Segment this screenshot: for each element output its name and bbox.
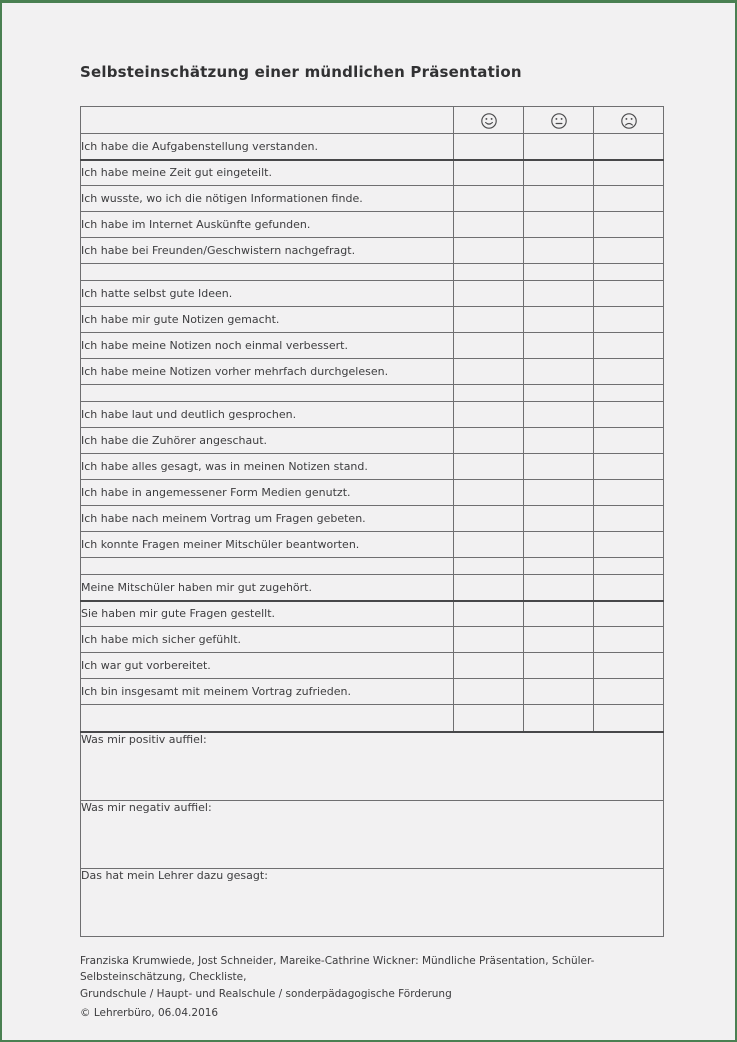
mark-cell-neutral <box>524 402 594 428</box>
mark-cell-sad <box>594 480 664 506</box>
statement-cell: Ich habe die Zuhörer angeschaut. <box>81 428 454 454</box>
section-separator-row <box>81 385 664 402</box>
mark-cell-sad <box>594 532 664 558</box>
mark-cell-sad <box>594 627 664 653</box>
mark-cell-neutral <box>524 454 594 480</box>
statement-row <box>81 134 664 160</box>
mark-cell-neutral <box>524 359 594 385</box>
mark-cell-sad <box>594 359 664 385</box>
mark-cell-sad <box>594 575 664 601</box>
statement-cell: Meine Mitschüler haben mir gut zugehört. <box>81 575 454 601</box>
mark-cell-happy <box>454 653 524 679</box>
mark-cell-sad <box>594 679 664 705</box>
mark-cell-neutral <box>524 307 594 333</box>
mark-cell-sad <box>594 307 664 333</box>
statement-cell: Ich habe in angemessener Form Medien genutzt. <box>81 480 454 506</box>
free-text-row <box>81 868 664 936</box>
statement-row <box>81 653 664 679</box>
mark-cell-neutral <box>524 679 594 705</box>
statement-row <box>81 627 664 653</box>
mark-cell-neutral <box>524 281 594 307</box>
mark-cell-happy <box>454 160 524 186</box>
mark-cell-neutral <box>524 601 594 627</box>
statement-row <box>81 532 664 558</box>
mark-cell-happy <box>454 601 524 627</box>
footer-attribution-line-2: Grundschule / Haupt- und Realschule / sonderpädagogische Förderung <box>80 987 452 1000</box>
table-header-row <box>81 107 664 134</box>
statement-cell: Ich bin insgesamt mit meinem Vortrag zufrieden. <box>81 679 454 705</box>
mark-cell-sad <box>594 653 664 679</box>
statement-row <box>81 160 664 186</box>
statement-cell: Ich habe meine Zeit gut eingeteilt. <box>81 160 454 186</box>
positive-feedback-box: Was mir positiv auffiel: <box>81 732 664 801</box>
statement-cell: Ich habe alles gesagt, was in meinen Notizen stand. <box>81 454 454 480</box>
mark-cell-happy <box>454 402 524 428</box>
statement-cell: Ich habe mich sicher gefühlt. <box>81 627 454 653</box>
empty-rating-row <box>81 705 664 732</box>
section-separator-row <box>81 558 664 575</box>
mark-cell-neutral <box>524 575 594 601</box>
mark-cell-happy <box>454 428 524 454</box>
statement-cell: Ich habe meine Notizen noch einmal verbessert. <box>81 333 454 359</box>
mark-cell-sad <box>594 186 664 212</box>
mark-cell-happy <box>454 679 524 705</box>
self-assessment-table <box>80 106 664 937</box>
statement-cell: Ich habe bei Freunden/Geschwistern nachgefragt. <box>81 238 454 264</box>
mark-cell-happy <box>454 480 524 506</box>
statement-cell: Ich hatte selbst gute Ideen. <box>81 281 454 307</box>
mark-cell-sad <box>594 212 664 238</box>
statement-row <box>81 601 664 627</box>
statement-cell: Ich habe nach meinem Vortrag um Fragen gebeten. <box>81 506 454 532</box>
mark-cell-happy <box>454 238 524 264</box>
free-text-row <box>81 732 664 801</box>
free-text-row <box>81 800 664 868</box>
statement-cell: Ich habe meine Notizen vorher mehrfach durchgelesen. <box>81 359 454 385</box>
statement-cell: Ich habe im Internet Auskünfte gefunden. <box>81 212 454 238</box>
mark-cell-sad <box>594 454 664 480</box>
mark-cell-happy <box>454 212 524 238</box>
footer <box>80 953 672 1021</box>
rating-header-cell <box>524 107 594 134</box>
mark-cell-happy <box>454 627 524 653</box>
mark-cell-happy <box>454 532 524 558</box>
page-title: Selbsteinschätzung einer mündlichen Präsentation <box>80 63 522 81</box>
mark-cell-neutral <box>524 506 594 532</box>
statement-row <box>81 238 664 264</box>
teacher-comment-box: Das hat mein Lehrer dazu gesagt: <box>81 868 664 936</box>
statement-header-cell <box>81 107 454 134</box>
statement-row <box>81 307 664 333</box>
rating-header-cell <box>454 107 524 134</box>
mark-cell-sad <box>594 134 664 160</box>
statement-row <box>81 428 664 454</box>
sad-face-icon <box>620 112 638 130</box>
mark-cell-happy <box>454 506 524 532</box>
statement-row <box>81 186 664 212</box>
mark-cell-sad <box>594 281 664 307</box>
statement-cell: Sie haben mir gute Fragen gestellt. <box>81 601 454 627</box>
rating-header-cell <box>594 107 664 134</box>
statement-row <box>81 575 664 601</box>
mark-cell-sad <box>594 333 664 359</box>
happy-face-icon <box>480 112 498 130</box>
mark-cell-happy <box>454 359 524 385</box>
statement-row <box>81 212 664 238</box>
mark-cell-sad <box>594 402 664 428</box>
mark-cell-neutral <box>524 160 594 186</box>
mark-cell-neutral <box>524 480 594 506</box>
statement-row <box>81 679 664 705</box>
mark-cell-sad <box>594 238 664 264</box>
mark-cell-neutral <box>524 186 594 212</box>
neutral-face-icon <box>550 112 568 130</box>
mark-cell-neutral <box>524 333 594 359</box>
mark-cell-happy <box>454 575 524 601</box>
section-separator-row <box>81 264 664 281</box>
mark-cell-neutral <box>524 212 594 238</box>
mark-cell-happy <box>454 454 524 480</box>
mark-cell-happy <box>454 186 524 212</box>
statement-row <box>81 454 664 480</box>
mark-cell-neutral <box>524 627 594 653</box>
statement-cell: Ich habe die Aufgabenstellung verstanden. <box>81 134 454 160</box>
mark-cell-happy <box>454 333 524 359</box>
mark-cell-happy <box>454 281 524 307</box>
statement-row <box>81 402 664 428</box>
statement-cell: Ich konnte Fragen meiner Mitschüler beantworten. <box>81 532 454 558</box>
negative-feedback-box: Was mir negativ auffiel: <box>81 800 664 868</box>
statement-cell: Ich habe laut und deutlich gesprochen. <box>81 402 454 428</box>
statement-row <box>81 480 664 506</box>
statement-cell: Ich wusste, wo ich die nötigen Informationen finde. <box>81 186 454 212</box>
statement-row <box>81 281 664 307</box>
mark-cell-neutral <box>524 134 594 160</box>
mark-cell-sad <box>594 160 664 186</box>
statement-row <box>81 359 664 385</box>
assessment-table-body <box>81 107 664 937</box>
mark-cell-neutral <box>524 238 594 264</box>
mark-cell-happy <box>454 307 524 333</box>
statement-cell: Ich habe mir gute Notizen gemacht. <box>81 307 454 333</box>
mark-cell-happy <box>454 134 524 160</box>
footer-copyright: © Lehrerbüro, 06.04.2016 <box>80 1006 219 1019</box>
mark-cell-neutral <box>524 428 594 454</box>
mark-cell-neutral <box>524 532 594 558</box>
statement-row <box>81 506 664 532</box>
statement-cell: Ich war gut vorbereitet. <box>81 653 454 679</box>
statement-row <box>81 333 664 359</box>
mark-cell-neutral <box>524 653 594 679</box>
mark-cell-sad <box>594 601 664 627</box>
footer-attribution-line-1: Franziska Krumwiede, Jost Schneider, Mareike-Cathrine Wickner: Mündliche Präsentation, Schüler-Selbsteinschätzung, Checkliste, <box>80 955 595 984</box>
mark-cell-sad <box>594 428 664 454</box>
mark-cell-sad <box>594 506 664 532</box>
